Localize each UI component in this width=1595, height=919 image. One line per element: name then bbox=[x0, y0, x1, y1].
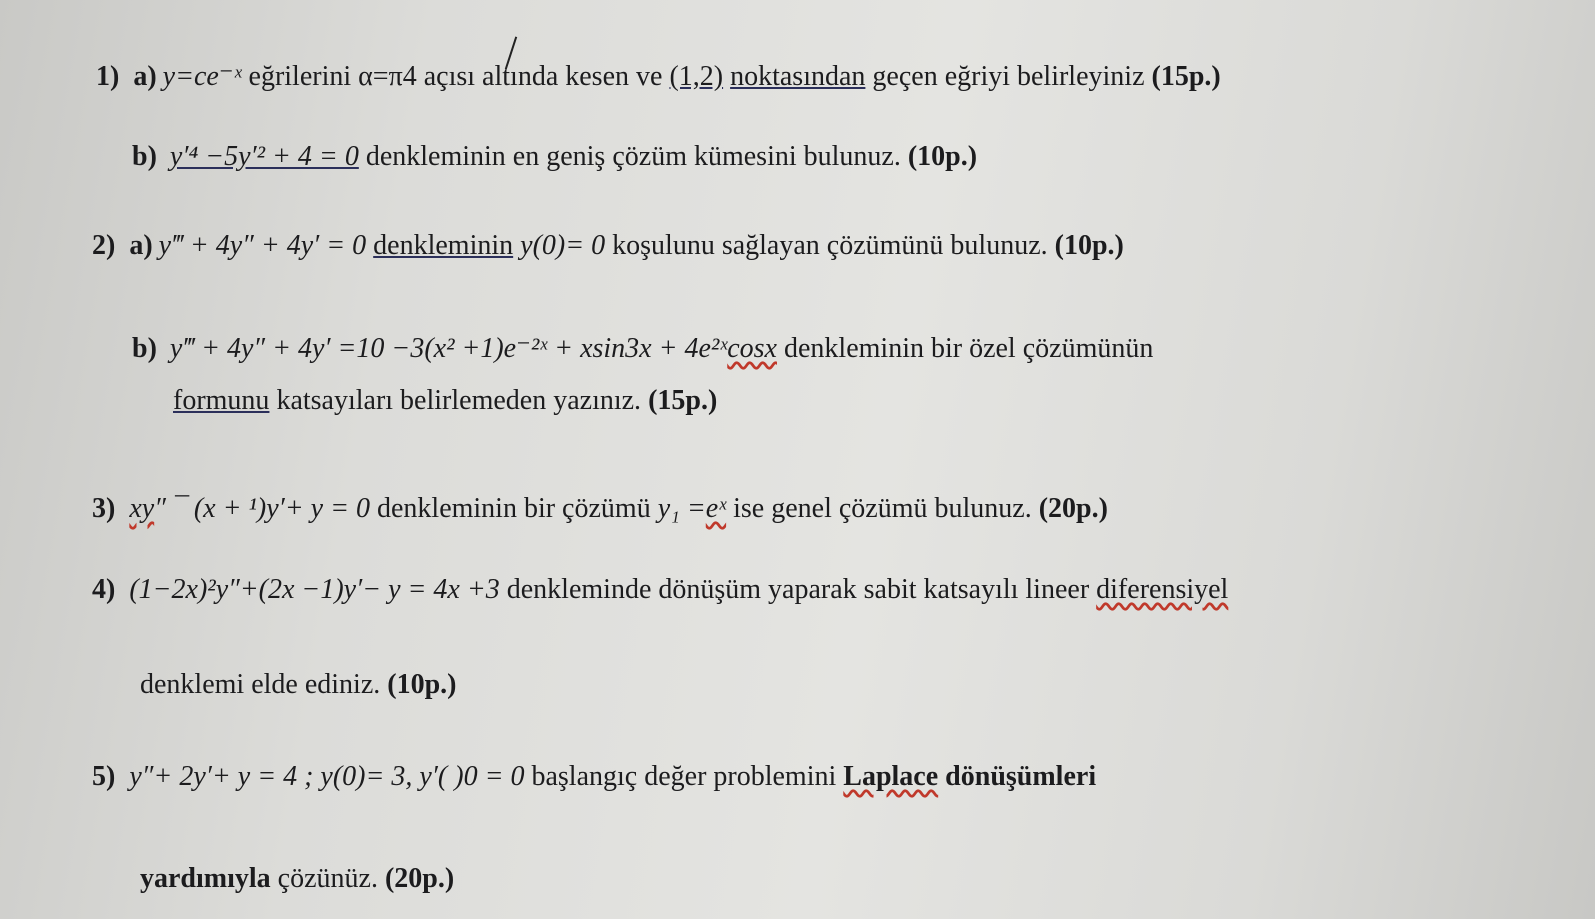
question-2a bbox=[92, 229, 1124, 263]
question-1b bbox=[132, 140, 977, 174]
question-text: açısı altında kesen ve bbox=[423, 61, 663, 92]
points-value: (20p.) bbox=[384, 863, 455, 894]
subquestion-label: a) bbox=[133, 61, 157, 92]
question-1a bbox=[96, 60, 1221, 94]
question-text: geçen eğriyi belirleyiniz bbox=[872, 61, 1145, 92]
question-text: başlangıç değer problemini bbox=[531, 761, 837, 792]
question-4-continued bbox=[140, 668, 456, 702]
initial-condition: y(0)= 0 bbox=[520, 230, 606, 261]
equation: y′⁴ −5y′² + 4 = 0 bbox=[169, 141, 359, 172]
question-number: 2) bbox=[92, 230, 116, 261]
question-4 bbox=[92, 573, 1228, 607]
question-text: katsayıları belirlemeden yazınız. bbox=[276, 385, 642, 416]
question-text: dönüşümleri bbox=[945, 761, 1097, 792]
known-solution-tail: eˣ bbox=[705, 493, 727, 524]
question-text: denkleminin bir özel çözümünün bbox=[784, 333, 1154, 364]
question-number: 1) bbox=[96, 61, 120, 92]
question-text: Laplace bbox=[843, 761, 939, 792]
question-text: koşulunu sağlayan çözümünü bulunuz. bbox=[612, 230, 1048, 261]
subquestion-label: b) bbox=[132, 141, 157, 172]
points-value: (10p.) bbox=[907, 141, 978, 172]
equation: ″ ¯ (x + ¹)y′+ y = 0 bbox=[154, 493, 370, 524]
question-2b bbox=[132, 332, 1153, 366]
question-2b-continued bbox=[173, 384, 717, 418]
question-text: denklemi elde ediniz. bbox=[140, 669, 381, 700]
question-5-continued bbox=[140, 862, 454, 896]
points-value: (15p.) bbox=[1151, 61, 1221, 92]
question-text: noktasından bbox=[730, 61, 866, 92]
question-number: 5) bbox=[92, 761, 116, 792]
question-number: 4) bbox=[92, 574, 116, 605]
question-text: denkleminin bir çözümü bbox=[376, 493, 651, 524]
points-value: (15p.) bbox=[648, 385, 718, 416]
equation-head: xy bbox=[129, 493, 155, 524]
question-text: eğrilerini bbox=[248, 61, 352, 92]
question-number: 3) bbox=[92, 493, 116, 524]
equation: y=ce⁻ˣ bbox=[162, 61, 242, 92]
question-text: denkleminin bbox=[373, 230, 514, 261]
equation: (1−2x)²y″+(2x −1)y′− y = 4x +3 bbox=[129, 574, 500, 605]
question-3 bbox=[92, 492, 1108, 526]
points-value: (10p.) bbox=[1054, 230, 1124, 261]
points-value: (10p.) bbox=[387, 669, 457, 700]
question-text: denkleminin en geniş çözüm kümesini bulunuz. bbox=[365, 141, 901, 172]
question-text: formunu bbox=[173, 385, 270, 416]
question-text: yardımıyla bbox=[140, 863, 271, 894]
question-text: çözünüz. bbox=[277, 863, 378, 894]
equation: y‴ + 4y″ + 4y′ = 0 bbox=[158, 230, 367, 261]
equation: y″+ 2y′+ y = 4 ; y(0)= 3, y′( )0 = 0 bbox=[129, 761, 525, 792]
point-coordinates: (1,2) bbox=[669, 61, 724, 92]
question-text: diferensiyel bbox=[1096, 574, 1229, 605]
equation: y‴ + 4y″ + 4y′ =10 −3(x² +1)e⁻²ˣ + xsin3x + 4e²ˣ bbox=[169, 333, 728, 364]
question-5 bbox=[92, 760, 1096, 794]
subquestion-label: a) bbox=[129, 230, 153, 261]
question-text: ise genel çözümü bulunuz. bbox=[733, 493, 1032, 524]
known-solution: y₁ = bbox=[657, 493, 706, 524]
equation-tail: cosx bbox=[727, 333, 777, 364]
subquestion-label: b) bbox=[132, 333, 157, 364]
angle-value: α=π4 bbox=[358, 61, 417, 92]
question-text: denkleminde dönüşüm yaparak sabit katsayılı lineer bbox=[506, 574, 1090, 605]
points-value: (20p.) bbox=[1038, 493, 1108, 524]
